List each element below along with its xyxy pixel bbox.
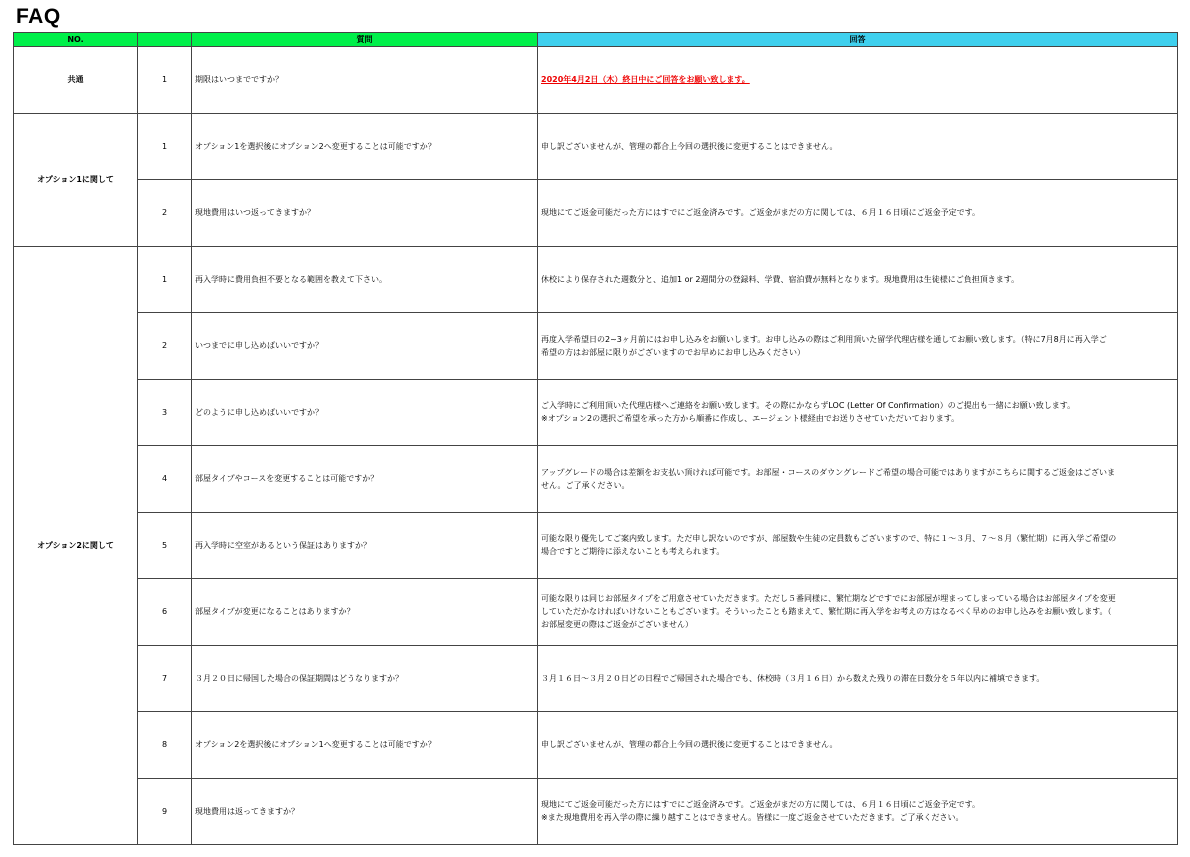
answer-line: 休校により保存された週数分と、追加1 or 2週間分の登録料、学費、宿泊費が無料となります。現地費用は生徒様にご負担頂きます。 [541,274,1020,284]
table-row [14,180,1178,247]
question-cell: 期限はいつまでですか？ [192,47,538,114]
answer-line: ※オプション2の選択ご希望を承った方から順番に作成し、エージェント様経由でお送りさせていただいております。 [541,414,960,424]
header-row [14,33,1178,47]
answer-cell [538,379,1178,446]
answer-line: お部屋変更の際はご返金がございません） [541,620,693,630]
row-number: 9 [138,778,192,845]
question-cell: 部屋タイプが変更になることはありますか？ [192,579,538,646]
question-cell: 現地費用は返ってきますか？ [192,778,538,845]
answer-line: 希望の方はお部屋に限りがございますのでお早めにお申し込みください） [541,347,805,357]
deadline-note: 2020年4月2日（木）終日中にご回答をお願い致します。 [541,75,750,85]
table-row [14,778,1178,845]
answer-line: 場合ですとご期待に添えないことも考えられます。 [541,547,725,557]
answer-line: 現地にてご返金可能だった方にはすでにご返金済みです。ご返金がまだの方に関しては、６月１６日頃にご返金予定です。 [541,208,980,218]
question-cell: 再入学時に費用負担不要となる範囲を教えて下さい。 [192,246,538,313]
header-num [138,33,192,47]
header-answer: 回答 [538,33,1178,47]
question-cell: ３月２０日に帰国した場合の保証期間はどうなりますか？ [192,645,538,712]
question-cell: どのように申し込めばいいですか？ [192,379,538,446]
question-cell: いつまでに申し込めばいいですか？ [192,313,538,380]
category-option2: オプション2に関して [14,246,138,845]
row-number: 1 [138,113,192,180]
question-cell: 部屋タイプやコースを変更することは可能ですか？ [192,446,538,513]
answer-line: せん。ご了承ください。 [541,480,630,490]
answer-cell [538,579,1178,646]
table-row [14,579,1178,646]
answer-cell [538,778,1178,845]
table-row [14,246,1178,313]
answer-line: ※また現地費用を再入学の際に繰り越すことはできません。皆様に一度ご返金させていただきます。ご了承ください。 [541,813,964,823]
table-row [14,645,1178,712]
answer-cell [538,446,1178,513]
answer-line: 可能な限りは同じお部屋タイプをご用意させていただきます。ただし５番同様に、繁忙期などですでにお部屋が埋まってしまっている場合はお部屋タイプを変更 [541,594,1116,604]
question-cell: 再入学時に空室があるという保証はありますか？ [192,512,538,579]
answer-cell [538,180,1178,247]
page-title: FAQ [16,5,61,28]
table-row [14,313,1178,380]
answer-cell [538,113,1178,180]
answer-cell [538,512,1178,579]
row-number: 1 [138,246,192,313]
table-row [14,712,1178,779]
header-question: 質問 [192,33,538,47]
table-row [14,512,1178,579]
answer-cell [538,47,1178,114]
answer-cell [538,313,1178,380]
faq-table [13,32,1178,845]
question-cell: オプション1を選択後にオプション2へ変更することは可能ですか？ [192,113,538,180]
category-option1: オプション1に関して [14,113,138,246]
table-row [14,446,1178,513]
row-number: 3 [138,379,192,446]
answer-line: アップグレードの場合は差額をお支払い頂ければ可能です。お部屋・コースのダウングレードご希望の場合可能ではありますがこちらに関するご返金はございま [541,467,1115,477]
row-number: 1 [138,47,192,114]
row-number: 2 [138,313,192,380]
table-row [14,379,1178,446]
answer-line: 申し訳ございませんが、管理の都合上今回の選択後に変更することはできません。 [541,141,838,151]
answer-cell [538,246,1178,313]
answer-line: 申し訳ございませんが、管理の都合上今回の選択後に変更することはできません。 [541,740,838,750]
category-common: 共通 [14,47,138,114]
table-row [14,113,1178,180]
question-cell: オプション2を選択後にオプション1へ変更することは可能ですか？ [192,712,538,779]
header-no: NO. [14,33,138,47]
answer-cell [538,712,1178,779]
answer-line: 現地にてご返金可能だった方にはすでにご返金済みです。ご返金がまだの方に関しては、６月１６日頃にご返金予定です。 [541,800,980,810]
row-number: 5 [138,512,192,579]
answer-line: ご入学時にご利用頂いた代理店様へご連絡をお願い致します。その際にかならずLOC (Letter Of Confirmation）のご提出も一緒にお願い致します。 [541,401,1076,411]
row-number: 6 [138,579,192,646]
row-number: 2 [138,180,192,247]
answer-line: 再度入学希望日の2~3ヶ月前にはお申し込みをお願いします。お申し込みの際はご利用頂いた留学代理店様を通してお願い致します。（特に7月8月に再入学ご [541,334,1107,344]
answer-line: 可能な限り優先してご案内致します。ただ申し訳ないのですが、部屋数や生徒の定員数もございますので、特に１～３月、７～８月（繁忙期）に再入学ご希望の [541,534,1117,544]
question-cell: 現地費用はいつ返ってきますか？ [192,180,538,247]
answer-line: ３月１６日～３月２０日どの日程でご帰国された場合でも、休校時（３月１６日）から数えた残りの滞在日数分を５年以内に補填できます。 [541,673,1045,683]
answer-line: していただかなければいけないこともございます。そういったことも踏まえて、繁忙期に再入学をお考えの方はなるべく早めのお申し込みをお願い致します。（ [541,607,1112,617]
row-number: 8 [138,712,192,779]
table-row [14,47,1178,114]
row-number: 4 [138,446,192,513]
answer-cell [538,645,1178,712]
row-number: 7 [138,645,192,712]
